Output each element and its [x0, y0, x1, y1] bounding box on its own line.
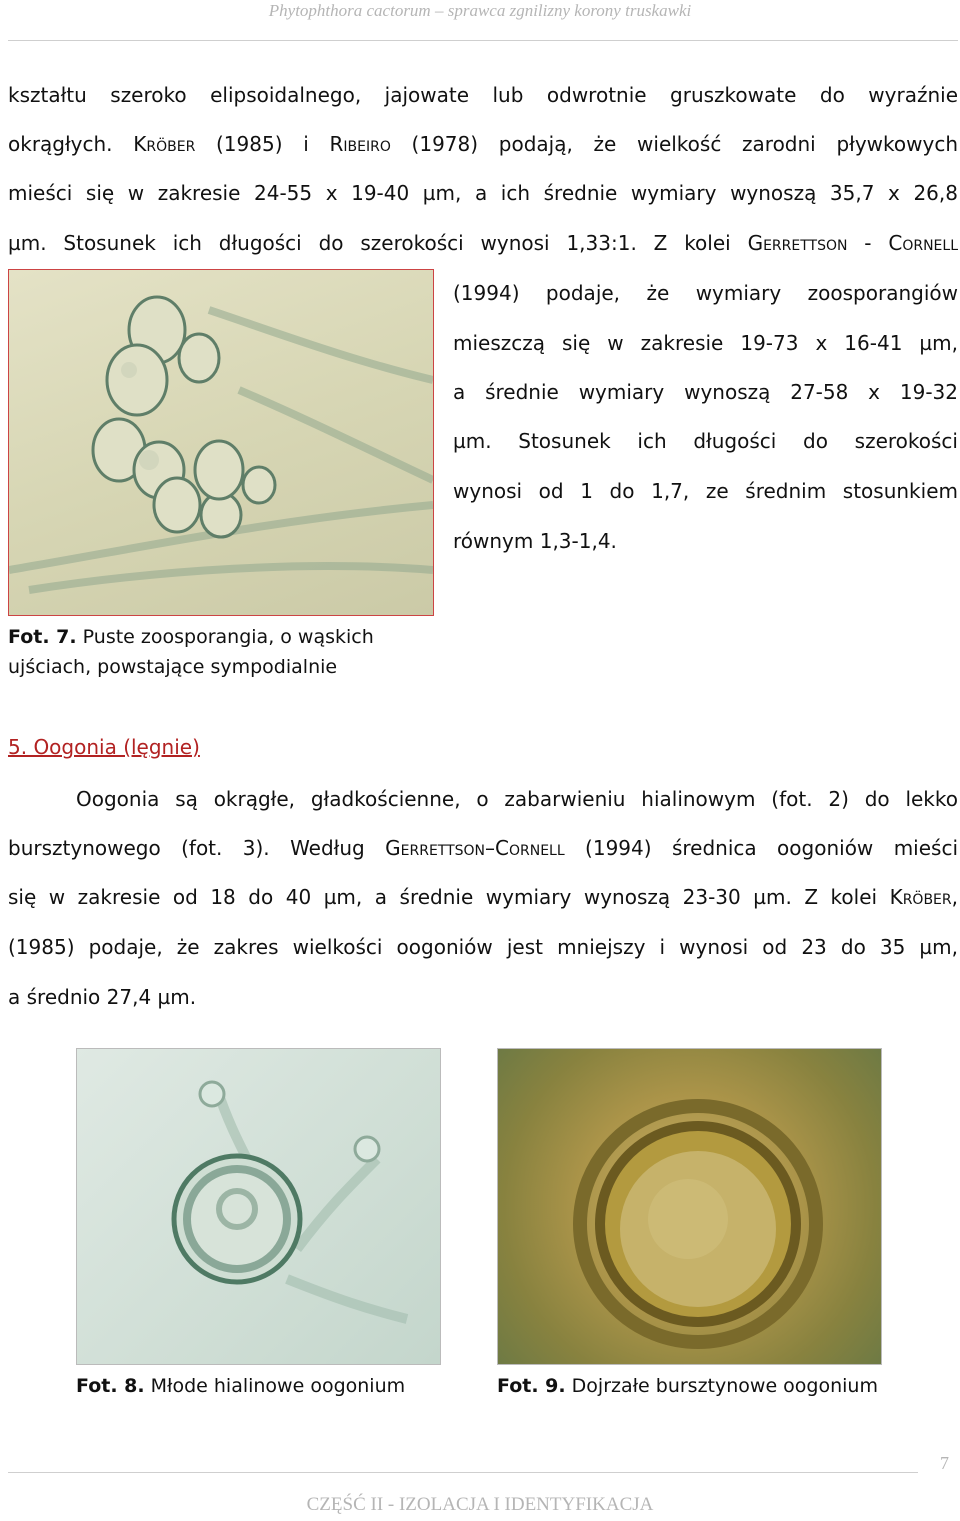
caption-text: Młode hialinowe oogonium: [144, 1375, 406, 1397]
page-number: 7: [940, 1453, 949, 1473]
text: okrągłych.: [8, 132, 134, 156]
author-ribeiro: Ribeiro: [329, 132, 391, 156]
text: (1994) średnica oogoniów mieści: [564, 836, 959, 860]
caption-text: Dojrzałe bursztynowe oogonium: [565, 1375, 878, 1397]
author-krober: Kröber,: [889, 885, 958, 909]
para2-line1: Oogonia są okrągłe, gładkościenne, o zabarwieniu hialinowym (fot. 2) do lekko: [76, 787, 958, 811]
hyaline-oogonium-micrograph: [77, 1049, 440, 1364]
caption-label: Fot. 8.: [76, 1375, 145, 1397]
photo-fot9: [497, 1048, 882, 1365]
running-footer: CZĘŚĆ II - IZOLACJA I IDENTYFIKACJA: [306, 1494, 654, 1515]
text: bursztynowego (fot. 3). Według: [8, 836, 386, 860]
side-line: a średnie wymiary wynoszą 27-58 x 19-32: [453, 380, 958, 404]
side-line: mieszczą się w zakresie 19-73 x 16-41 µm,: [453, 331, 958, 355]
side-line: wynosi od 1 do 1,7, ze średnim stosunkiem: [453, 479, 958, 503]
section-heading-oogonia: 5. Oogonia (lęgnie): [8, 735, 200, 759]
photo-fot8: [76, 1048, 441, 1365]
author-krober: Kröber: [133, 132, 196, 156]
para1-line2: [8, 130, 958, 158]
caption-fot7-line2: ujściach, powstające sympodialnie: [8, 656, 338, 678]
side-line: równym 1,3-1,4.: [453, 529, 617, 553]
caption-label: Fot. 7.: [8, 626, 77, 648]
amber-oogonium-micrograph: [498, 1049, 881, 1364]
text: µm. Stosunek ich długości do szerokości wynosi 1,33:1. Z kolei: [8, 231, 748, 255]
para2-line4: (1985) podaje, że zakres wielkości oogoniów jest mniejszy i wynosi od 23 do 35 µm,: [8, 935, 958, 959]
text: (1985) i: [195, 132, 330, 156]
header-species: Phytophthora cactorum: [268, 1, 431, 20]
para2-line3: [8, 883, 958, 911]
caption-fot8: [76, 1375, 405, 1397]
author-gerrettson-cornell: Gerrettson - Cornell: [747, 231, 958, 255]
caption-fot9: [497, 1375, 878, 1397]
para2-line2: [8, 834, 958, 862]
caption-label: Fot. 9.: [497, 1375, 566, 1397]
side-line: (1994) podaje, że wymiary zoosporangiów: [453, 281, 958, 305]
para1-line4: [8, 229, 958, 257]
para2-line5: a średnio 27,4 µm.: [8, 985, 197, 1009]
side-line: µm. Stosunek ich długości do szerokości: [453, 429, 958, 453]
footer-rule: [8, 1472, 918, 1473]
caption-fot7: [8, 626, 374, 648]
header-rule: [8, 40, 958, 41]
text: się w zakresie od 18 do 40 µm, a średnie wymiary wynoszą 23-30 µm. Z kolei: [8, 885, 890, 909]
para1-line3: mieści się w zakresie 24-55 x 19-40 µm, a ich średnie wymiary wynoszą 35,7 x 26,8: [8, 181, 958, 205]
photo-fot7: [8, 269, 434, 616]
author-gerrettson-cornell: Gerrettson–Cornell: [385, 836, 565, 860]
header-rest: – sprawca zgnilizny korony truskawki: [430, 1, 692, 20]
para1-line1: kształtu szeroko elipsoidalnego, jajowate lub odwrotnie gruszkowate do wyraźnie: [8, 83, 958, 107]
zoosporangia-micrograph: [9, 270, 433, 615]
caption-text: Puste zoosporangia, o wąskich: [76, 626, 374, 648]
running-header: [0, 1, 960, 21]
text: (1978) podają, że wielkość zarodni pływkowych: [390, 132, 958, 156]
